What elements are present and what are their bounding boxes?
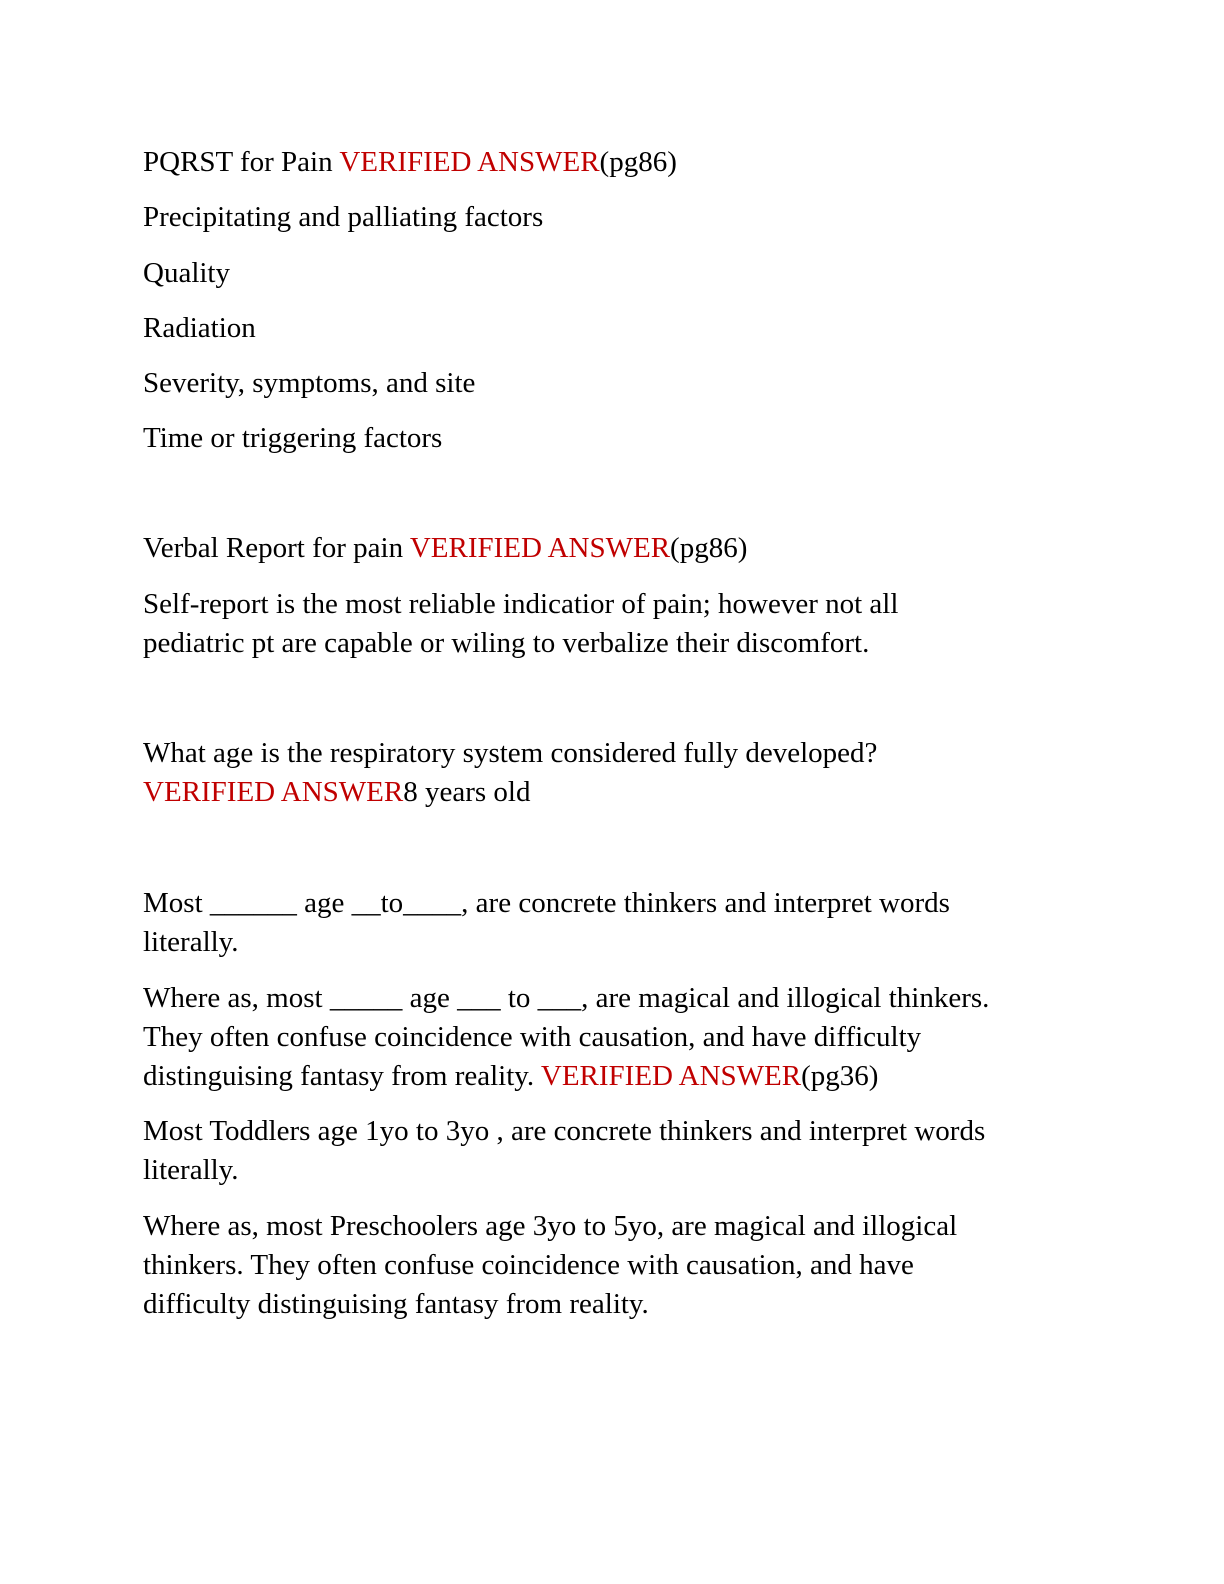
question-text: distinguising fantasy from reality. [143, 1060, 541, 1092]
answer-toddlers: Most Toddlers age 1yo to 3yo , are concrete thinkers and interpret words [143, 1115, 986, 1147]
page-reference: (pg86) [599, 146, 677, 178]
answer-item: Radiation [143, 312, 256, 344]
page-reference: (pg86) [670, 532, 748, 564]
answer-item: Quality [143, 257, 230, 289]
question-verbal-report [143, 531, 747, 565]
verified-answer-tag: VERIFIED ANSWER [409, 532, 671, 564]
answer-toddlers: literally. [143, 1154, 239, 1186]
answer-preschoolers: thinkers. They often confuse coincidence with causation, and have [143, 1249, 914, 1281]
verified-answer-tag: VERIFIED ANSWER [339, 146, 600, 178]
answer-item: Severity, symptoms, and site [143, 367, 476, 399]
question-thinkers-1: literally. [143, 926, 239, 958]
answer-respiratory [143, 775, 530, 809]
question-thinkers-2: Where as, most _____ age ___ to ___, are magical and illogical thinkers. [143, 982, 990, 1014]
answer-item: Precipitating and palliating factors [143, 201, 544, 233]
verified-answer-tag: VERIFIED ANSWER [540, 1060, 802, 1092]
answer-text: 8 years old [403, 776, 531, 808]
verified-answer-tag: VERIFIED ANSWER [143, 776, 404, 808]
answer-item: Time or triggering factors [143, 422, 443, 454]
question-thinkers-2 [143, 1059, 878, 1093]
question-text: PQRST for Pain [143, 146, 340, 178]
question-thinkers-2: They often confuse coincidence with causation, and have difficulty [143, 1021, 922, 1053]
answer-preschoolers: difficulty distinguising fantasy from reality. [143, 1288, 649, 1320]
question-pqrst [143, 145, 677, 179]
question-text: Verbal Report for pain [143, 532, 410, 564]
answer-preschoolers: Where as, most Preschoolers age 3yo to 5yo, are magical and illogical [143, 1210, 958, 1242]
question-respiratory: What age is the respiratory system considered fully developed? [143, 737, 878, 769]
answer-text: Self-report is the most reliable indicatior of pain; however not all [143, 588, 899, 620]
answer-text: pediatric pt are capable or wiling to verbalize their discomfort. [143, 627, 870, 659]
question-thinkers-1: Most ______ age __to____, are concrete thinkers and interpret words [143, 887, 950, 919]
page-reference: (pg36) [801, 1060, 879, 1092]
